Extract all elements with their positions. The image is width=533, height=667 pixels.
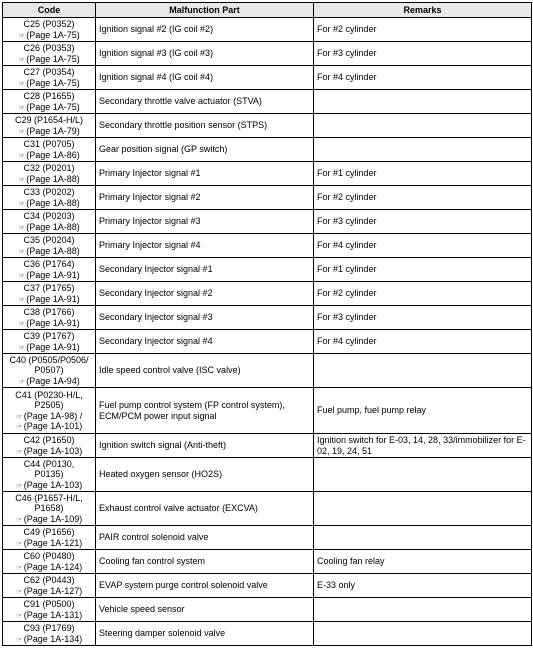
dtc-code: C36 (P1764) bbox=[23, 259, 75, 269]
table-row bbox=[3, 550, 532, 574]
dtc-code: C27 (P0354) bbox=[23, 67, 75, 77]
table-body bbox=[3, 18, 532, 646]
page-reference[interactable] bbox=[4, 78, 94, 89]
remarks-cell bbox=[314, 114, 532, 138]
table-row bbox=[3, 388, 532, 434]
dtc-code: C32 (P0201) bbox=[23, 163, 75, 173]
code-cell bbox=[3, 282, 96, 306]
dtc-code: C44 (P0130, bbox=[23, 458, 75, 469]
page-reference-text: (Page 1A-88) bbox=[26, 245, 80, 256]
page-reference-icon: ☞ bbox=[18, 104, 25, 112]
page-reference-icon: ☞ bbox=[18, 248, 25, 256]
page-reference-icon: ☞ bbox=[16, 612, 23, 620]
remarks-cell: For #3 cylinder bbox=[314, 306, 532, 330]
table-row bbox=[3, 282, 532, 306]
remarks-cell: For #3 cylinder bbox=[314, 210, 532, 234]
malfunction-part-cell: Ignition switch signal (Anti-theft) bbox=[96, 434, 314, 458]
page-reference[interactable] bbox=[4, 270, 94, 281]
remarks-cell: Cooling fan relay bbox=[314, 550, 532, 574]
remarks-cell: For #2 cylinder bbox=[314, 18, 532, 42]
code-cell bbox=[3, 42, 96, 66]
header-malfunction-part: Malfunction Part bbox=[96, 3, 314, 18]
page-reference[interactable] bbox=[4, 54, 94, 65]
remarks-cell bbox=[314, 492, 532, 526]
code-cell bbox=[3, 234, 96, 258]
page-reference-icon: ☞ bbox=[16, 516, 23, 524]
page-reference[interactable] bbox=[4, 562, 94, 573]
page-reference-text: (Page 1A-103) bbox=[23, 445, 83, 456]
remarks-cell bbox=[314, 138, 532, 162]
malfunction-part-cell: Primary Injector signal #3 bbox=[96, 210, 314, 234]
page-reference-icon: ☞ bbox=[18, 296, 25, 304]
page-reference-text: (Page 1A-75) bbox=[26, 29, 80, 40]
malfunction-part-cell: EVAP system purge control solenoid valve bbox=[96, 574, 314, 598]
page-reference-icon: ☞ bbox=[18, 32, 25, 40]
table-row bbox=[3, 526, 532, 550]
code-cell bbox=[3, 458, 96, 492]
remarks-cell bbox=[314, 622, 532, 646]
table-row bbox=[3, 66, 532, 90]
malfunction-part-cell: Primary Injector signal #4 bbox=[96, 234, 314, 258]
dtc-code: C93 (P1769) bbox=[23, 623, 75, 633]
dtc-code: C29 (P1654-H/L) bbox=[14, 115, 84, 125]
dtc-code: C25 (P0352) bbox=[23, 19, 75, 29]
page-reference-icon: ☞ bbox=[18, 320, 25, 328]
page-reference-text: (Page 1A-88) bbox=[26, 173, 80, 184]
dtc-code: C91 (P0500) bbox=[23, 599, 75, 609]
table-row bbox=[3, 574, 532, 598]
page-reference[interactable] bbox=[4, 538, 94, 549]
table-row bbox=[3, 598, 532, 622]
malfunction-part-cell: Steering damper solenoid valve bbox=[96, 622, 314, 646]
page-reference-text: (Page 1A-109) bbox=[23, 513, 83, 524]
code-cell bbox=[3, 138, 96, 162]
page-reference-icon: ☞ bbox=[18, 56, 25, 64]
code-cell bbox=[3, 354, 96, 388]
dtc-code: C28 (P1655) bbox=[23, 91, 75, 101]
malfunction-code-table bbox=[2, 2, 532, 646]
page-reference[interactable] bbox=[4, 376, 94, 387]
code-cell bbox=[3, 550, 96, 574]
malfunction-part-cell: Ignition signal #4 (IG coil #4) bbox=[96, 66, 314, 90]
page-reference-icon: ☞ bbox=[16, 424, 23, 431]
malfunction-part-cell: Primary Injector signal #2 bbox=[96, 186, 314, 210]
malfunction-part-cell: Primary Injector signal #1 bbox=[96, 162, 314, 186]
table-row bbox=[3, 114, 532, 138]
code-cell bbox=[3, 434, 96, 458]
dtc-code: C62 (P0443) bbox=[23, 575, 75, 585]
malfunction-part-cell: Vehicle speed sensor bbox=[96, 598, 314, 622]
page-reference[interactable] bbox=[4, 246, 94, 257]
page-reference-text: (Page 1A-134) bbox=[23, 633, 83, 644]
table-row bbox=[3, 330, 532, 354]
page-reference-text: (Page 1A-98) / bbox=[23, 410, 83, 421]
page-reference[interactable] bbox=[4, 634, 94, 645]
malfunction-part-cell: Ignition signal #3 (IG coil #3) bbox=[96, 42, 314, 66]
page-reference[interactable] bbox=[4, 586, 94, 597]
code-cell bbox=[3, 186, 96, 210]
page-reference-text: (Page 1A-121) bbox=[23, 537, 83, 548]
page-reference-icon: ☞ bbox=[18, 152, 25, 160]
dtc-code: C37 (P1765) bbox=[23, 283, 75, 293]
malfunction-part-cell: Secondary throttle position sensor (STPS) bbox=[96, 114, 314, 138]
page-reference[interactable] bbox=[4, 102, 94, 113]
remarks-cell: For #4 cylinder bbox=[314, 66, 532, 90]
remarks-cell bbox=[314, 354, 532, 388]
table-row bbox=[3, 354, 532, 388]
header-row bbox=[3, 3, 532, 18]
page-reference-text: (Page 1A-131) bbox=[23, 609, 83, 620]
page-reference-icon: ☞ bbox=[18, 80, 25, 88]
malfunction-part-cell: Secondary Injector signal #4 bbox=[96, 330, 314, 354]
table-row bbox=[3, 18, 532, 42]
code-cell bbox=[3, 114, 96, 138]
table-row bbox=[3, 622, 532, 646]
page-reference[interactable] bbox=[4, 174, 94, 185]
page-reference-icon: ☞ bbox=[18, 200, 25, 208]
page-reference-text: (Page 1A-127) bbox=[23, 585, 83, 596]
table-row bbox=[3, 90, 532, 114]
dtc-code: P0507) bbox=[34, 365, 64, 376]
dtc-code: C34 (P0203) bbox=[23, 211, 75, 221]
code-cell bbox=[3, 90, 96, 114]
code-cell bbox=[3, 210, 96, 234]
page-reference-text: (Page 1A-75) bbox=[26, 53, 80, 64]
code-cell bbox=[3, 622, 96, 646]
remarks-cell: Fuel pump, fuel pump relay bbox=[314, 388, 532, 434]
page-reference-text: (Page 1A-75) bbox=[26, 77, 80, 88]
page-reference[interactable] bbox=[4, 30, 94, 41]
malfunction-part-cell: Exhaust control valve actuator (EXCVA) bbox=[96, 492, 314, 526]
dtc-code: C33 (P0202) bbox=[23, 187, 75, 197]
malfunction-part-cell: Gear position signal (GP switch) bbox=[96, 138, 314, 162]
dtc-code: C26 (P0353) bbox=[23, 43, 75, 53]
table-row bbox=[3, 162, 532, 186]
page-reference[interactable] bbox=[4, 411, 94, 422]
malfunction-part-cell: Ignition signal #2 (IG coil #2) bbox=[96, 18, 314, 42]
code-cell bbox=[3, 526, 96, 550]
malfunction-part-cell: Fuel pump control system (FP control system), ECM/PCM power input signal bbox=[96, 388, 314, 434]
page-reference-text: (Page 1A-88) bbox=[26, 197, 80, 208]
code-cell bbox=[3, 574, 96, 598]
page-reference-icon: ☞ bbox=[16, 564, 23, 572]
page-reference[interactable] bbox=[4, 198, 94, 209]
page-reference-icon: ☞ bbox=[18, 128, 25, 136]
page-reference-text: (Page 1A-103) bbox=[23, 479, 83, 490]
page-reference[interactable] bbox=[4, 480, 94, 491]
page-reference[interactable] bbox=[4, 222, 94, 233]
malfunction-part-cell: PAIR control solenoid valve bbox=[96, 526, 314, 550]
remarks-cell: For #1 cylinder bbox=[314, 258, 532, 282]
remarks-cell bbox=[314, 90, 532, 114]
table-row bbox=[3, 458, 532, 492]
code-cell bbox=[3, 66, 96, 90]
dtc-code: P0135) bbox=[34, 469, 64, 480]
remarks-cell: For #4 cylinder bbox=[314, 330, 532, 354]
malfunction-part-cell: Heated oxygen sensor (HO2S) bbox=[96, 458, 314, 492]
remarks-cell bbox=[314, 458, 532, 492]
page-reference-text: (Page 1A-91) bbox=[26, 293, 80, 304]
page-reference-text: (Page 1A-124) bbox=[23, 561, 83, 572]
remarks-cell: For #1 cylinder bbox=[314, 162, 532, 186]
dtc-code: C49 (P1656) bbox=[23, 527, 75, 537]
page-reference[interactable] bbox=[4, 342, 94, 353]
code-cell bbox=[3, 388, 96, 434]
page-reference[interactable] bbox=[4, 446, 94, 457]
dtc-code: C39 (P1767) bbox=[23, 331, 75, 341]
malfunction-part-cell: Idle speed control valve (ISC valve) bbox=[96, 354, 314, 388]
code-cell bbox=[3, 18, 96, 42]
page-reference-icon: ☞ bbox=[18, 224, 25, 232]
remarks-cell: E-33 only bbox=[314, 574, 532, 598]
malfunction-part-cell: Secondary Injector signal #2 bbox=[96, 282, 314, 306]
dtc-code: C46 (P1657-H/L, bbox=[15, 492, 83, 503]
remarks-cell: For #3 cylinder bbox=[314, 42, 532, 66]
page-reference-icon: ☞ bbox=[18, 344, 25, 352]
header-remarks: Remarks bbox=[314, 3, 532, 18]
page-reference-text: (Page 1A-88) bbox=[26, 221, 80, 232]
page-reference-icon: ☞ bbox=[16, 636, 23, 644]
remarks-cell bbox=[314, 526, 532, 550]
code-cell bbox=[3, 598, 96, 622]
header-code: Code bbox=[3, 3, 96, 18]
table-row bbox=[3, 258, 532, 282]
table-row bbox=[3, 234, 532, 258]
remarks-cell: For #4 cylinder bbox=[314, 234, 532, 258]
dtc-code: C31 (P0705) bbox=[23, 139, 75, 149]
page-reference-icon: ☞ bbox=[18, 378, 25, 386]
remarks-cell: For #2 cylinder bbox=[314, 282, 532, 306]
code-cell bbox=[3, 306, 96, 330]
dtc-code: C42 (P1650) bbox=[23, 435, 75, 445]
page-reference[interactable] bbox=[4, 126, 94, 137]
page-reference-text: (Page 1A-91) bbox=[26, 269, 80, 280]
page-reference[interactable] bbox=[4, 514, 94, 525]
page-reference-icon: ☞ bbox=[18, 176, 25, 184]
malfunction-part-cell: Cooling fan control system bbox=[96, 550, 314, 574]
table-row bbox=[3, 492, 532, 526]
page-reference-icon: ☞ bbox=[18, 272, 25, 280]
page-reference-icon: ☞ bbox=[16, 448, 23, 456]
dtc-code: P2505) bbox=[34, 400, 64, 410]
page-reference-icon: ☞ bbox=[16, 540, 23, 548]
page-reference-text: (Page 1A-75) bbox=[26, 101, 80, 112]
page-reference-icon: ☞ bbox=[16, 482, 23, 490]
table-row bbox=[3, 186, 532, 210]
code-cell bbox=[3, 258, 96, 282]
table-row bbox=[3, 434, 532, 458]
malfunction-part-cell: Secondary Injector signal #1 bbox=[96, 258, 314, 282]
remarks-cell: Ignition switch for E-03, 14, 28, 33/immobilizer for E-02, 19, 24, 51 bbox=[314, 434, 532, 458]
page-reference-text: (Page 1A-101) bbox=[23, 421, 83, 431]
remarks-cell bbox=[314, 598, 532, 622]
page-reference[interactable] bbox=[4, 150, 94, 161]
dtc-code: C60 (P0480) bbox=[23, 551, 75, 561]
code-cell bbox=[3, 330, 96, 354]
page-reference-text: (Page 1A-91) bbox=[26, 317, 80, 328]
page-reference-text: (Page 1A-91) bbox=[26, 341, 80, 352]
malfunction-part-cell: Secondary Injector signal #3 bbox=[96, 306, 314, 330]
page-reference[interactable] bbox=[4, 421, 94, 432]
page-reference[interactable] bbox=[4, 318, 94, 329]
table-row bbox=[3, 210, 532, 234]
table-row bbox=[3, 138, 532, 162]
page-reference-icon: ☞ bbox=[16, 588, 23, 596]
table-row bbox=[3, 42, 532, 66]
dtc-code: C40 (P0505/P0506/ bbox=[9, 354, 89, 365]
malfunction-part-cell: Secondary throttle valve actuator (STVA) bbox=[96, 90, 314, 114]
page-reference-text: (Page 1A-79) bbox=[26, 125, 80, 136]
page-reference[interactable] bbox=[4, 610, 94, 621]
remarks-cell: For #2 cylinder bbox=[314, 186, 532, 210]
page-reference-icon: ☞ bbox=[16, 413, 23, 421]
page-reference-text: (Page 1A-86) bbox=[26, 149, 80, 160]
table-row bbox=[3, 306, 532, 330]
dtc-code: C38 (P1766) bbox=[23, 307, 75, 317]
code-cell bbox=[3, 162, 96, 186]
page-reference-text: (Page 1A-94) bbox=[26, 375, 80, 386]
dtc-code: C35 (P0204) bbox=[23, 235, 75, 245]
code-cell bbox=[3, 492, 96, 526]
page-reference[interactable] bbox=[4, 294, 94, 305]
dtc-code: P1658) bbox=[34, 503, 64, 514]
dtc-code: C41 (P0230-H/L, bbox=[15, 389, 83, 400]
